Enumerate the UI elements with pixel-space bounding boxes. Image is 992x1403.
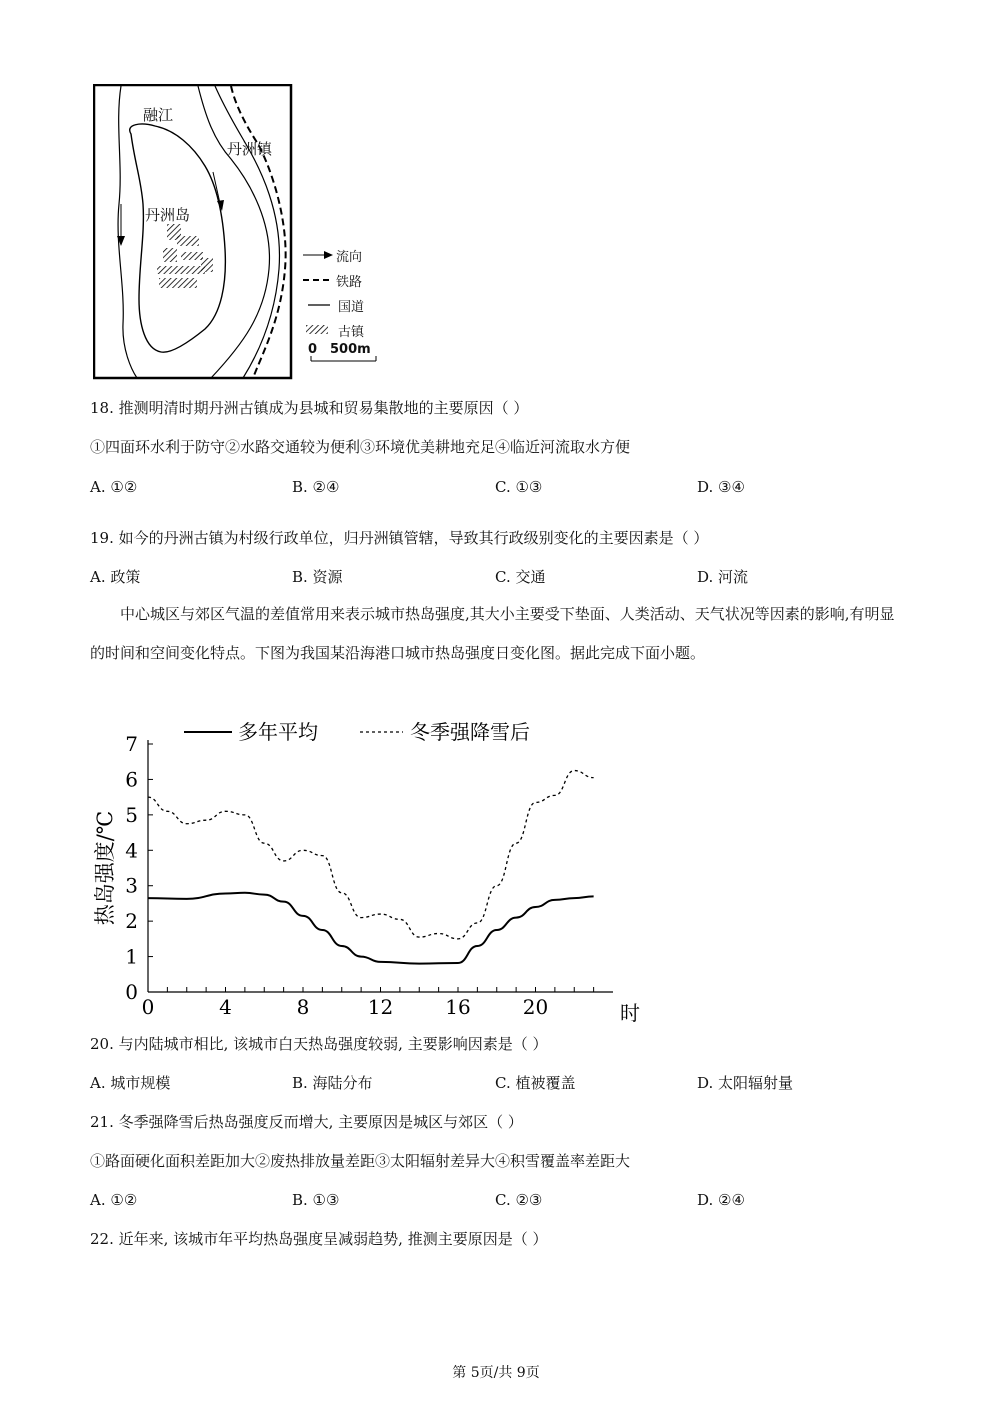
q20-option-a[interactable]: A. 城市规模 [90, 1074, 171, 1092]
flow-arrow-icon [302, 249, 334, 261]
q20-option-c[interactable]: C. 植被覆盖 [495, 1074, 576, 1092]
legend-label-railway: 铁路 [336, 275, 363, 290]
x-tick-label: 16 [445, 995, 471, 1019]
q21-option-d[interactable]: D. ②④ [697, 1191, 745, 1209]
chart-svg [88, 716, 648, 1026]
question-22: 22. 近年来, 该城市年平均热岛强度呈减弱趋势, 推测主要原因是（ ） [90, 1230, 548, 1248]
y-tick-label: 3 [125, 873, 138, 898]
y-tick-label: 4 [125, 838, 138, 863]
scale-value: 500m [330, 342, 371, 357]
x-tick-label: 4 [219, 995, 232, 1019]
question-18: 18. 推测明清时期丹洲古镇成为县城和贸易集散地的主要原因（ ） [90, 399, 529, 417]
q20-option-d[interactable]: D. 太阳辐射量 [697, 1074, 794, 1092]
town-label: 丹洲镇 [227, 140, 273, 158]
q21-option-c[interactable]: C. ②③ [495, 1191, 543, 1209]
y-tick-label: 5 [125, 802, 138, 827]
legend-label-dashed: 冬季强降雪后 [410, 720, 530, 744]
q21-option-a[interactable]: A. ①② [90, 1191, 138, 1209]
y-tick-label: 0 [125, 980, 138, 1004]
x-tick-label: 0 [141, 995, 155, 1019]
old-town-hatched-area [157, 224, 213, 288]
q19-option-c[interactable]: C. 交通 [495, 568, 546, 586]
railway-dashed-line-icon [302, 274, 334, 286]
q18-option-a[interactable]: A. ①② [90, 478, 138, 496]
y-tick-label: 6 [125, 767, 138, 792]
river-label: 融江 [143, 106, 174, 124]
question-21-statement: ①路面硬化面积差距加大②废热排放量差距③太阳辐射差异大④积雪覆盖率差距大 [90, 1152, 631, 1170]
q19-option-b[interactable]: B. 资源 [292, 568, 343, 586]
legend-label-oldtown: 古镇 [338, 325, 365, 340]
x-tick-label: 20 [522, 995, 549, 1019]
q18-option-b[interactable]: B. ②④ [292, 478, 340, 496]
y-axis-label: 热岛强度/℃ [93, 810, 117, 926]
passage-text [90, 595, 900, 673]
legend-label-road: 国道 [338, 300, 365, 315]
y-tick-label: 7 [125, 732, 138, 756]
question-21: 21. 冬季强降雪后热岛强度反而增大, 主要原因是城区与郊区（ ） [90, 1113, 523, 1131]
island-label: 丹洲岛 [145, 206, 191, 224]
legend-label-solid: 多年平均 [238, 720, 318, 744]
y-tick-label: 2 [125, 909, 138, 934]
x-tick-label: 8 [296, 995, 310, 1019]
question-18-statement: ①四面环水利于防守②水路交通较为便利③环境优美耕地充足④临近河流取水方便 [90, 438, 631, 456]
hatched-area-icon [302, 324, 334, 336]
question-20: 20. 与内陆城市相比, 该城市白天热岛强度较弱, 主要影响因素是（ ） [90, 1035, 548, 1053]
map-figure [93, 84, 293, 380]
series-line-1 [148, 771, 594, 939]
passage-body: 中心城区与郊区气温的差值常用来表示城市热岛强度,其大小主要受下垫面、人类活动、天气状况等因素的影响,有明显的时间和空间变化特点。下图为我国某沿海港口城市热岛强度日变化图。据此完成下面小题。 [90, 605, 895, 662]
scale-zero: 0 [308, 342, 318, 357]
x-tick-label: 12 [367, 995, 394, 1019]
q19-option-a[interactable]: A. 政策 [90, 568, 141, 586]
q18-option-d[interactable]: D. ③④ [697, 478, 745, 496]
x-axis-label: 时 [620, 1001, 640, 1025]
legend-label-flow: 流向 [336, 250, 363, 265]
series-line-0 [148, 893, 594, 964]
scale-bar [306, 340, 386, 362]
map-legend [302, 244, 392, 364]
heat-island-chart [88, 716, 648, 1026]
y-tick-label: 1 [125, 944, 138, 969]
question-19: 19. 如今的丹洲古镇为村级行政单位，归丹洲镇管辖，导致其行政级别变化的主要因素是（ ） [90, 529, 709, 547]
page-footer: 第 5页/共 9页 [452, 1365, 540, 1381]
q19-option-d[interactable]: D. 河流 [697, 568, 749, 586]
q20-option-b[interactable]: B. 海陆分布 [292, 1074, 373, 1092]
national-road-line-icon [302, 299, 334, 311]
q18-option-c[interactable]: C. ①③ [495, 478, 543, 496]
map-svg [93, 84, 293, 380]
q21-option-b[interactable]: B. ①③ [292, 1191, 340, 1209]
